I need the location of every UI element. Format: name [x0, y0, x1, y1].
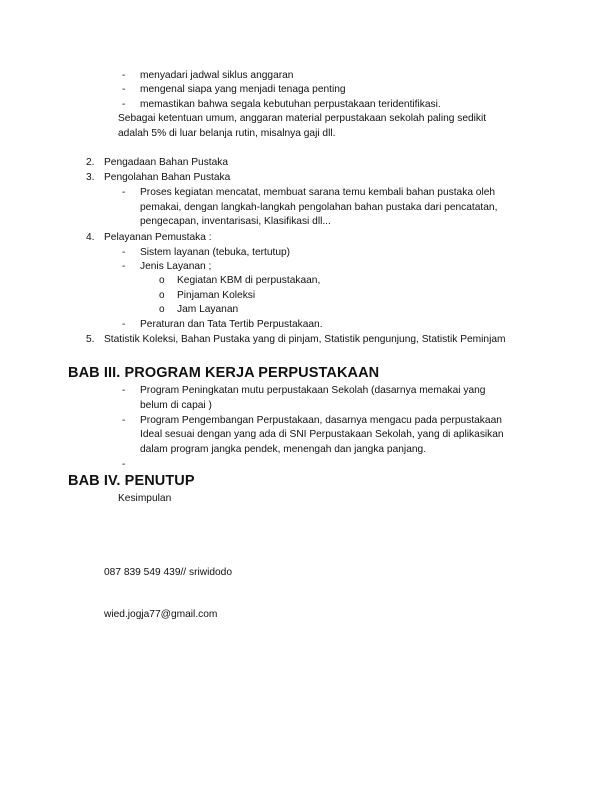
bullet-marker: -	[122, 459, 126, 470]
list-item: memastikan bahwa segala kebutuhan perpustakaan teridentifikasi.	[140, 99, 441, 110]
contact-phone: 087 839 549 439// sriwidodo	[104, 567, 233, 578]
body-text: Kesimpulan	[118, 493, 172, 504]
list-number: 5.	[86, 334, 95, 345]
sub-list-item: Jam Layanan	[177, 304, 239, 315]
bullet-marker: -	[122, 187, 126, 198]
list-item: mengenal siapa yang menjadi tenaga penting	[140, 84, 346, 95]
list-item-continuation: belum di capai )	[140, 400, 212, 411]
list-item-continuation: dalam program jangka pendek, menengah dan jangka panjang.	[140, 444, 427, 455]
bullet-marker: -	[122, 247, 126, 258]
contact-email: wied.jogja77@gmail.com	[104, 609, 218, 620]
list-item: Pengolahan Bahan Pustaka	[104, 172, 231, 183]
circle-marker: o	[159, 290, 165, 301]
list-item: Pelayanan Pemustaka :	[104, 232, 212, 243]
list-item: Sistem layanan (tebuka, tertutup)	[140, 247, 291, 258]
sub-list-item: Kegiatan KBM di perpustakaan,	[177, 275, 321, 286]
bullet-marker: -	[122, 319, 126, 330]
circle-marker: o	[159, 275, 165, 286]
list-item: Peraturan dan Tata Tertib Perpustakaan.	[140, 319, 323, 330]
list-item-continuation: pemakai, dengan langkah-langkah pengolahan bahan pustaka dari pencatatan,	[140, 202, 498, 213]
bullet-marker: -	[122, 99, 126, 110]
list-item: Proses kegiatan mencatat, membuat sarana temu kembali bahan pustaka oleh	[140, 187, 496, 198]
bullet-marker: -	[122, 70, 126, 81]
list-item: Program Peningkatan mutu perpustakaan Sekolah (dasarnya memakai yang	[140, 385, 486, 396]
sub-list-item: Pinjaman Koleksi	[177, 290, 256, 301]
list-number: 3.	[86, 172, 95, 183]
paragraph-line: Sebagai ketentuan umum, anggaran material perpustakaan sekolah paling sedikit	[118, 113, 487, 124]
list-item: Program Pengembangan Perpustakaan, dasarnya mengacu pada perpustakaan	[140, 415, 502, 426]
list-item-continuation: Ideal sesuai dengan yang ada di SNI Perpustakaan Sekolah, yang di aplikasikan	[140, 429, 504, 440]
list-number: 4.	[86, 232, 95, 243]
bullet-marker: -	[122, 261, 126, 272]
list-item-continuation: pengecapan, inventarisasi, Klasifikasi dll...	[140, 216, 331, 227]
section-heading: BAB III. PROGRAM KERJA PERPUSTAKAAN	[68, 365, 380, 381]
list-item: Statistik Koleksi, Bahan Pustaka yang di pinjam, Statistik pengunjung, Statistik Peminjam	[104, 334, 506, 345]
list-number: 2.	[86, 157, 95, 168]
bullet-marker: -	[122, 385, 126, 396]
list-item: Jenis Layanan ;	[140, 261, 212, 272]
paragraph-line: adalah 5% di luar belanja rutin, misalnya gaji dll.	[118, 128, 336, 139]
bullet-marker: -	[122, 84, 126, 95]
circle-marker: o	[159, 304, 165, 315]
list-item: menyadari jadwal siklus anggaran	[140, 70, 294, 81]
section-heading: BAB IV. PENUTUP	[68, 473, 195, 489]
bullet-marker: -	[122, 415, 126, 426]
list-item: Pengadaan Bahan Pustaka	[104, 157, 229, 168]
